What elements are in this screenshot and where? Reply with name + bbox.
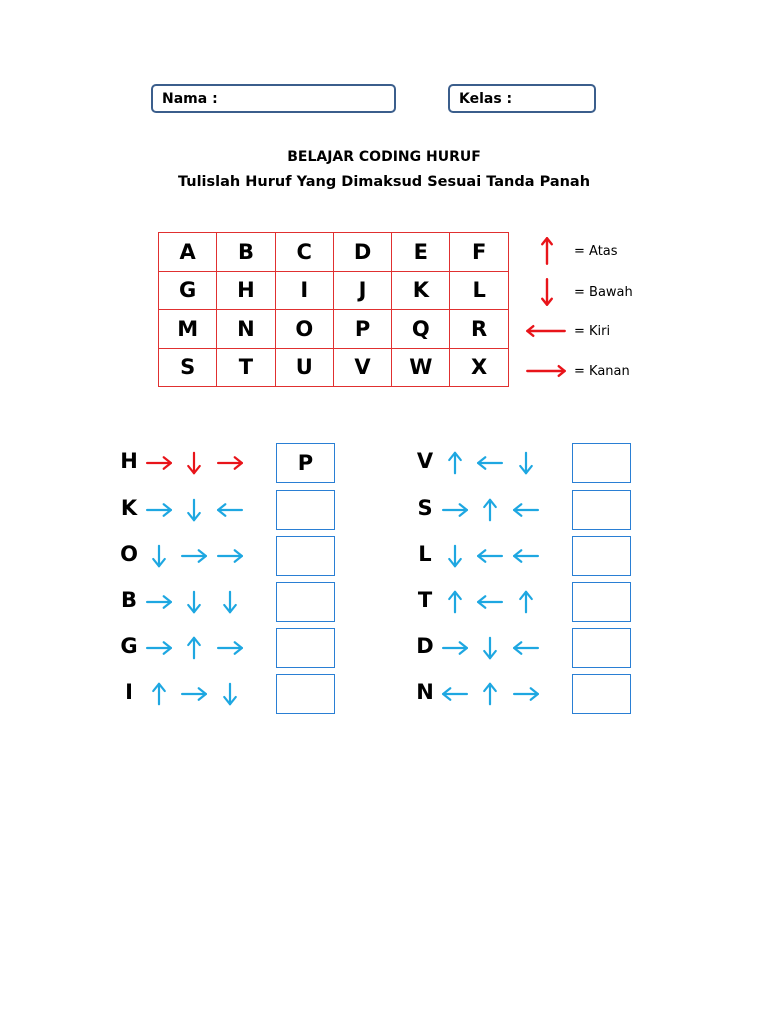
puzzle-row xyxy=(411,443,633,483)
left-arrow-icon xyxy=(476,451,504,477)
start-letter: D xyxy=(416,634,434,658)
puzzle-row xyxy=(115,674,337,714)
grid-cell: Q xyxy=(392,310,450,349)
left-arrow-icon xyxy=(441,682,469,708)
up-arrow-icon xyxy=(180,636,208,662)
grid-cell: L xyxy=(450,271,508,310)
grid-row xyxy=(159,310,509,349)
down-arrow-icon xyxy=(180,498,208,524)
grid-cell: P xyxy=(333,310,391,349)
left-arrow-icon xyxy=(476,544,504,570)
answer-box[interactable] xyxy=(276,628,335,668)
answer-box[interactable] xyxy=(276,582,335,622)
grid-cell: O xyxy=(275,310,333,349)
up-arrow-icon xyxy=(476,498,504,524)
answer-box[interactable] xyxy=(276,674,335,714)
legend-item xyxy=(522,236,662,266)
puzzle-row xyxy=(115,582,337,622)
puzzle-row xyxy=(411,628,633,668)
grid-cell: A xyxy=(159,233,217,272)
name-field[interactable] xyxy=(151,84,396,113)
puzzle-row xyxy=(115,443,337,483)
left-arrow-icon xyxy=(512,498,540,524)
grid-row xyxy=(159,233,509,272)
right-arrow-icon xyxy=(216,451,244,477)
grid-cell: G xyxy=(159,271,217,310)
down-arrow-icon xyxy=(512,451,540,477)
down-arrow-icon xyxy=(216,590,244,616)
up-arrow-icon xyxy=(145,682,173,708)
grid-cell: D xyxy=(333,233,391,272)
start-letter: T xyxy=(417,588,433,612)
grid-cell: S xyxy=(159,348,217,387)
left-arrow-icon xyxy=(522,316,570,346)
legend-label: = Atas xyxy=(574,244,618,259)
puzzle-row xyxy=(411,490,633,530)
puzzle-row xyxy=(411,674,633,714)
grid-cell: M xyxy=(159,310,217,349)
up-arrow-icon xyxy=(441,451,469,477)
puzzle-row xyxy=(411,536,633,576)
grid-cell: I xyxy=(275,271,333,310)
answer-box[interactable] xyxy=(572,674,631,714)
left-arrow-icon xyxy=(512,544,540,570)
down-arrow-icon xyxy=(145,544,173,570)
down-arrow-icon xyxy=(180,590,208,616)
grid-cell: T xyxy=(217,348,275,387)
start-letter: N xyxy=(416,680,434,704)
class-field[interactable] xyxy=(448,84,596,113)
legend-label: = Kanan xyxy=(574,364,630,379)
answer-box[interactable] xyxy=(572,443,631,483)
name-label: Nama : xyxy=(162,91,218,107)
grid-cell: N xyxy=(217,310,275,349)
right-arrow-icon xyxy=(441,498,469,524)
worksheet-instruction: Tulislah Huruf Yang Dimaksud Sesuai Tanda Panah xyxy=(177,174,591,190)
start-letter: V xyxy=(416,449,434,473)
up-arrow-icon xyxy=(522,236,570,266)
puzzle-row xyxy=(115,628,337,668)
down-arrow-icon xyxy=(216,682,244,708)
grid-row xyxy=(159,271,509,310)
answer-box[interactable] xyxy=(276,490,335,530)
legend-item xyxy=(522,277,662,307)
down-arrow-icon xyxy=(476,636,504,662)
answer-box[interactable] xyxy=(572,582,631,622)
up-arrow-icon xyxy=(512,590,540,616)
grid-cell: F xyxy=(450,233,508,272)
class-label: Kelas : xyxy=(459,91,513,107)
grid-cell: J xyxy=(333,271,391,310)
grid-cell: B xyxy=(217,233,275,272)
right-arrow-icon xyxy=(180,544,208,570)
start-letter: O xyxy=(120,542,138,566)
right-arrow-icon xyxy=(145,636,173,662)
start-letter: B xyxy=(120,588,137,612)
legend-item xyxy=(522,356,662,386)
grid-cell: K xyxy=(392,271,450,310)
left-arrow-icon xyxy=(512,636,540,662)
down-arrow-icon xyxy=(180,451,208,477)
down-arrow-icon xyxy=(441,544,469,570)
puzzle-row xyxy=(115,490,337,530)
left-arrow-icon xyxy=(476,590,504,616)
answer-box[interactable] xyxy=(572,628,631,668)
grid-cell: E xyxy=(392,233,450,272)
grid-cell: R xyxy=(450,310,508,349)
right-arrow-icon xyxy=(145,451,173,477)
right-arrow-icon xyxy=(512,682,540,708)
worksheet-title: BELAJAR CODING HURUF xyxy=(287,149,481,165)
answer-box[interactable]: P xyxy=(276,443,335,483)
right-arrow-icon xyxy=(145,498,173,524)
right-arrow-icon xyxy=(216,544,244,570)
grid-cell: U xyxy=(275,348,333,387)
legend-label: = Kiri xyxy=(574,324,611,339)
right-arrow-icon xyxy=(216,636,244,662)
start-letter: I xyxy=(125,680,133,704)
start-letter: L xyxy=(418,542,432,566)
start-letter: K xyxy=(120,496,138,520)
start-letter: G xyxy=(120,634,138,658)
right-arrow-icon xyxy=(180,682,208,708)
letter-grid xyxy=(158,232,509,387)
answer-box[interactable] xyxy=(572,536,631,576)
right-arrow-icon xyxy=(522,356,570,386)
up-arrow-icon xyxy=(441,590,469,616)
grid-cell: X xyxy=(450,348,508,387)
grid-cell: W xyxy=(392,348,450,387)
grid-cell: C xyxy=(275,233,333,272)
answer-box[interactable] xyxy=(276,536,335,576)
grid-cell: V xyxy=(333,348,391,387)
start-letter: H xyxy=(120,449,138,473)
legend-label: = Bawah xyxy=(574,285,633,300)
grid-cell: H xyxy=(217,271,275,310)
right-arrow-icon xyxy=(441,636,469,662)
up-arrow-icon xyxy=(476,682,504,708)
down-arrow-icon xyxy=(522,277,570,307)
left-arrow-icon xyxy=(216,498,244,524)
puzzle-row xyxy=(115,536,337,576)
legend-item xyxy=(522,316,662,346)
puzzle-row xyxy=(411,582,633,622)
answer-box[interactable] xyxy=(572,490,631,530)
right-arrow-icon xyxy=(145,590,173,616)
grid-row xyxy=(159,348,509,387)
start-letter: S xyxy=(417,496,433,520)
